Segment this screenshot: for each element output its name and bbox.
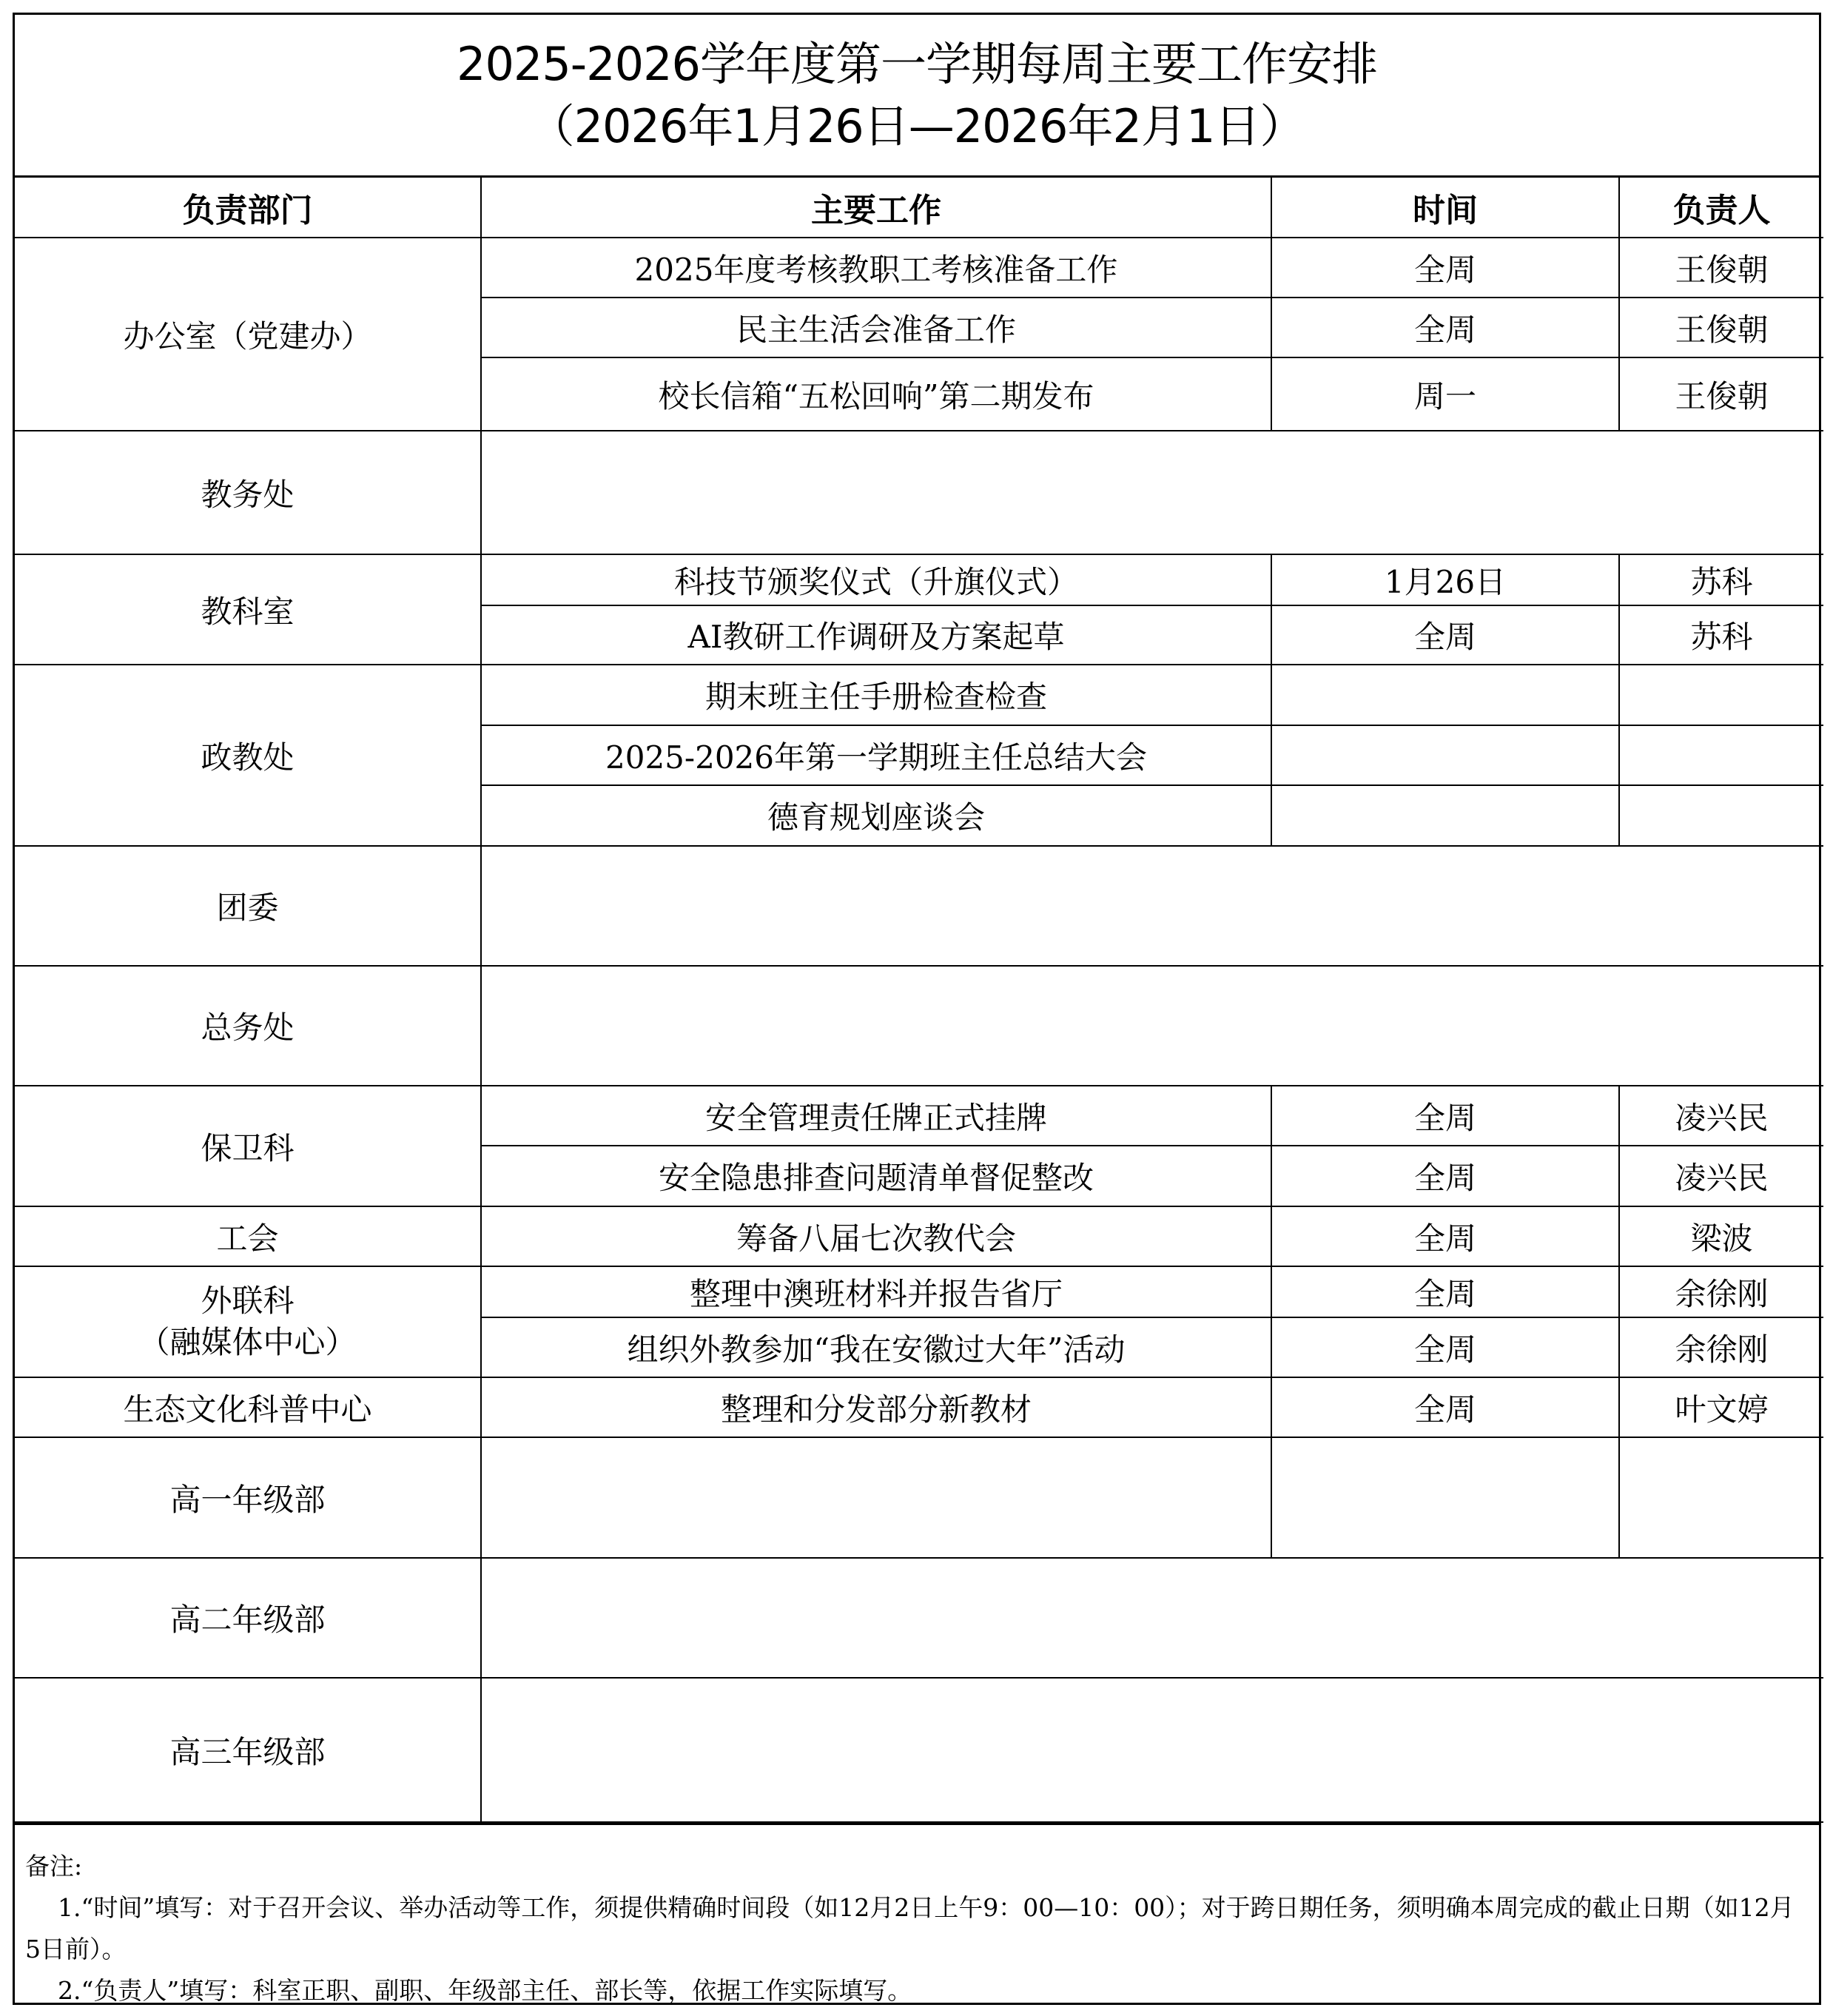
time-cell: 1月26日: [1271, 554, 1619, 605]
empty-cell: [1619, 1437, 1823, 1558]
dept-foreign: [15, 1266, 481, 1377]
schedule-table: [15, 178, 1823, 1823]
person-cell: 王俊朝: [1619, 298, 1823, 357]
table-row: [15, 1377, 1823, 1437]
person-cell: 梁波: [1619, 1206, 1823, 1266]
person-cell: 王俊朝: [1619, 357, 1823, 431]
time-cell: 全周: [1271, 1086, 1619, 1146]
table-row: [15, 554, 1823, 605]
table-row: [15, 1206, 1823, 1266]
table-row: [15, 846, 1823, 966]
work-cell: 筹备八届七次教代会: [481, 1206, 1271, 1266]
empty-cell: [481, 966, 1823, 1086]
person-cell: 王俊朝: [1619, 238, 1823, 298]
person-cell: [1619, 785, 1823, 846]
work-cell: 整理中澳班材料并报告省厅: [481, 1266, 1271, 1317]
dept-security: 保卫科: [15, 1086, 481, 1206]
header-work: 主要工作: [481, 178, 1271, 238]
time-cell: 周一: [1271, 357, 1619, 431]
title-block: [15, 15, 1819, 178]
table-row: [15, 966, 1823, 1086]
dept-foreign-line1: 外联科: [201, 1283, 295, 1319]
person-cell: [1619, 665, 1823, 725]
time-cell: [1271, 665, 1619, 725]
dept-youth: 团委: [15, 846, 481, 966]
time-cell: 全周: [1271, 1206, 1619, 1266]
dept-foreign-line2: （融媒体中心）: [138, 1324, 357, 1360]
work-cell: 2025年度考核教职工考核准备工作: [481, 238, 1271, 298]
header-department: 负责部门: [15, 178, 481, 238]
time-cell: 全周: [1271, 298, 1619, 357]
table-row: [15, 1437, 1823, 1558]
table-row: [15, 1266, 1823, 1317]
table-row: [15, 665, 1823, 725]
notes-section: [15, 1823, 1819, 2012]
time-cell: [1271, 785, 1619, 846]
table-row: [15, 1678, 1823, 1822]
time-cell: 全周: [1271, 605, 1619, 665]
work-cell: 组织外教参加“我在安徽过大年”活动: [481, 1317, 1271, 1377]
dept-grade2: 高二年级部: [15, 1558, 481, 1678]
work-cell: 期末班主任手册检查检查: [481, 665, 1271, 725]
time-cell: 全周: [1271, 1146, 1619, 1206]
table-row: [15, 1558, 1823, 1678]
person-cell: [1619, 725, 1823, 785]
note-item-person: 2.“负责人”填写：科室正职、副职、年级部主任、部长等，依据工作实际填写。: [58, 1976, 912, 2005]
work-cell: 民主生活会准备工作: [481, 298, 1271, 357]
person-cell: 凌兴民: [1619, 1146, 1823, 1206]
work-cell: 安全隐患排查问题清单督促整改: [481, 1146, 1271, 1206]
note-item-time: 1.“时间”填写：对于召开会议、举办活动等工作，须提供精确时间段（如12月2日上午9：00—10：00）；对于跨日期任务，须明确本周完成的截止日期（如12月5日前）。: [25, 1893, 1795, 1963]
empty-cell: [481, 846, 1823, 966]
time-cell: 全周: [1271, 238, 1619, 298]
time-cell: 全周: [1271, 1317, 1619, 1377]
date-range-title: （2026年1月26日—2026年2月1日）: [528, 98, 1305, 153]
work-cell: 整理和分发部分新教材: [481, 1377, 1271, 1437]
empty-cell: [481, 431, 1823, 554]
dept-grade1: 高一年级部: [15, 1437, 481, 1558]
dept-political: 政教处: [15, 665, 481, 846]
page-title: 2025-2026学年度第一学期每周主要工作安排: [457, 36, 1377, 91]
dept-general: 总务处: [15, 966, 481, 1086]
work-cell: 校长信箱“五松回响”第二期发布: [481, 357, 1271, 431]
person-cell: 苏科: [1619, 605, 1823, 665]
dept-grade3: 高三年级部: [15, 1678, 481, 1822]
person-cell: 苏科: [1619, 554, 1823, 605]
table-row: [15, 238, 1823, 298]
person-cell: 余徐刚: [1619, 1266, 1823, 1317]
empty-cell: [1271, 1437, 1619, 1558]
work-cell: 科技节颁奖仪式（升旗仪式）: [481, 554, 1271, 605]
time-cell: 全周: [1271, 1266, 1619, 1317]
empty-cell: [481, 1558, 1823, 1678]
person-cell: 余徐刚: [1619, 1317, 1823, 1377]
header-time: 时间: [1271, 178, 1619, 238]
dept-research: 教科室: [15, 554, 481, 665]
header-person: 负责人: [1619, 178, 1823, 238]
table-row: [15, 1086, 1823, 1146]
dept-union: 工会: [15, 1206, 481, 1266]
work-cell: AI教研工作调研及方案起草: [481, 605, 1271, 665]
schedule-sheet: [13, 13, 1821, 2005]
time-cell: [1271, 725, 1619, 785]
person-cell: 叶文婷: [1619, 1377, 1823, 1437]
empty-cell: [481, 1678, 1823, 1822]
time-cell: 全周: [1271, 1377, 1619, 1437]
work-cell: 2025-2026年第一学期班主任总结大会: [481, 725, 1271, 785]
dept-eco: 生态文化科普中心: [15, 1377, 481, 1437]
header-row: [15, 178, 1823, 238]
dept-office: 办公室（党建办）: [15, 238, 481, 431]
table-row: [15, 431, 1823, 554]
empty-cell: [481, 1437, 1271, 1558]
notes-label: 备注:: [25, 1852, 83, 1881]
dept-academic: 教务处: [15, 431, 481, 554]
work-cell: 安全管理责任牌正式挂牌: [481, 1086, 1271, 1146]
work-cell: 德育规划座谈会: [481, 785, 1271, 846]
person-cell: 凌兴民: [1619, 1086, 1823, 1146]
